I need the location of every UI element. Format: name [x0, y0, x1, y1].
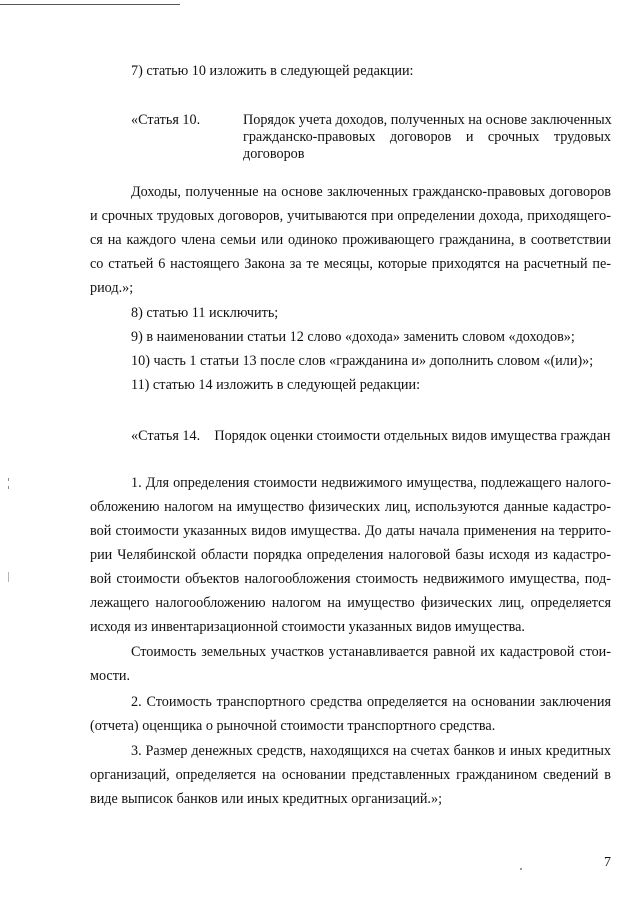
article-10-body-line: и срочных трудовых договоров, учитываются при определении дохода, приходящего-: [90, 208, 611, 224]
scan-speck: [520, 868, 522, 870]
article-10-body-line: ся на каждого члена семьи или одиноко проживающего гражданина, в соответствии: [90, 232, 611, 248]
scan-mark: [8, 478, 9, 481]
scan-mark: [8, 486, 9, 489]
article-14-paragraph-2: [90, 640, 611, 688]
article-14-para3-line: (отчета) оценщика о рыночной стоимости транспортного средства.: [90, 718, 496, 734]
article-14-para4-line: организаций, определяется на основании представленных гражданином сведений в: [90, 767, 611, 783]
article-10-title: [243, 112, 611, 163]
article-14-para2-line: Стоимость земельных участков устанавливается равной их кадастровой стои-: [131, 644, 611, 660]
article-14-para1-line: обложению налогом на имущество физических лиц, используются данные кадастро-: [90, 499, 611, 515]
article-14-para2-line: мости.: [90, 668, 131, 684]
article-14-para1-line: 1. Для определения стоимости недвижимого имущества, подлежащего налого-: [131, 475, 611, 491]
article-14-para4-line: 3. Размер денежных средств, находящихся на счетах банков и иных кредитных: [131, 743, 611, 759]
article-10-title-line: Порядок учета доходов, полученных на основе заключенных: [243, 112, 612, 128]
item-11: 11) статью 14 изложить в следующей редакции:: [131, 377, 421, 393]
article-14-paragraph-4: [90, 739, 611, 811]
article-10-body: [90, 180, 611, 300]
scan-mark: [8, 572, 9, 582]
article-14-para1-line: вой стоимости объектов налогообложения стоимость недвижимого имущества, под-: [90, 571, 611, 587]
article-10-title-line: договоров: [243, 146, 305, 162]
article-14-para1-line: вой стоимости указанных видов имущества. До даты начала применения на террито-: [90, 523, 611, 539]
item-9: 9) в наименовании статьи 12 слово «дохода» заменить словом «доходов»;: [131, 329, 575, 345]
article-14-paragraph-3: [90, 690, 611, 738]
article-10-body-line: Доходы, полученные на основе заключенных гражданско-правовых договоров: [131, 184, 611, 200]
article-14-para3-line: 2. Стоимость транспортного средства определяется на основании заключения: [131, 694, 611, 710]
item-10: 10) часть 1 статьи 13 после слов «гражданина и» дополнить словом «(или)»;: [131, 353, 594, 369]
article-14-para4-line: виде выписок банков или иных кредитных организаций.»;: [90, 791, 443, 807]
article-10-body-line: риод.»;: [90, 280, 134, 296]
article-10-label: «Статья 10.: [131, 112, 201, 128]
item-7: 7) статью 10 изложить в следующей редакции:: [131, 63, 414, 79]
article-14-para1-line: лежащего налогообложению налогом на имущество физических лиц, определяется: [90, 595, 611, 611]
article-14-para1-line: исходя из инвентаризационной стоимости указанных видов имущества.: [90, 619, 525, 635]
article-10-title-line: гражданско-правовых договоров и срочных трудовых: [243, 129, 611, 145]
item-8: 8) статью 11 исключить;: [131, 305, 279, 321]
article-14-paragraph-1: [90, 471, 611, 639]
article-10-body-line: со статьей 6 настоящего Закона за те месяцы, которые приходятся на расчетный пе-: [90, 256, 611, 272]
top-rule: [0, 4, 180, 5]
article-14-para1-line: рии Челябинской области порядка определения налоговой базы исходя из кадастро-: [90, 547, 611, 563]
page-number: 7: [604, 855, 611, 870]
article-14-heading: «Статья 14. Порядок оценки стоимости отдельных видов имущества граждан: [131, 428, 611, 444]
